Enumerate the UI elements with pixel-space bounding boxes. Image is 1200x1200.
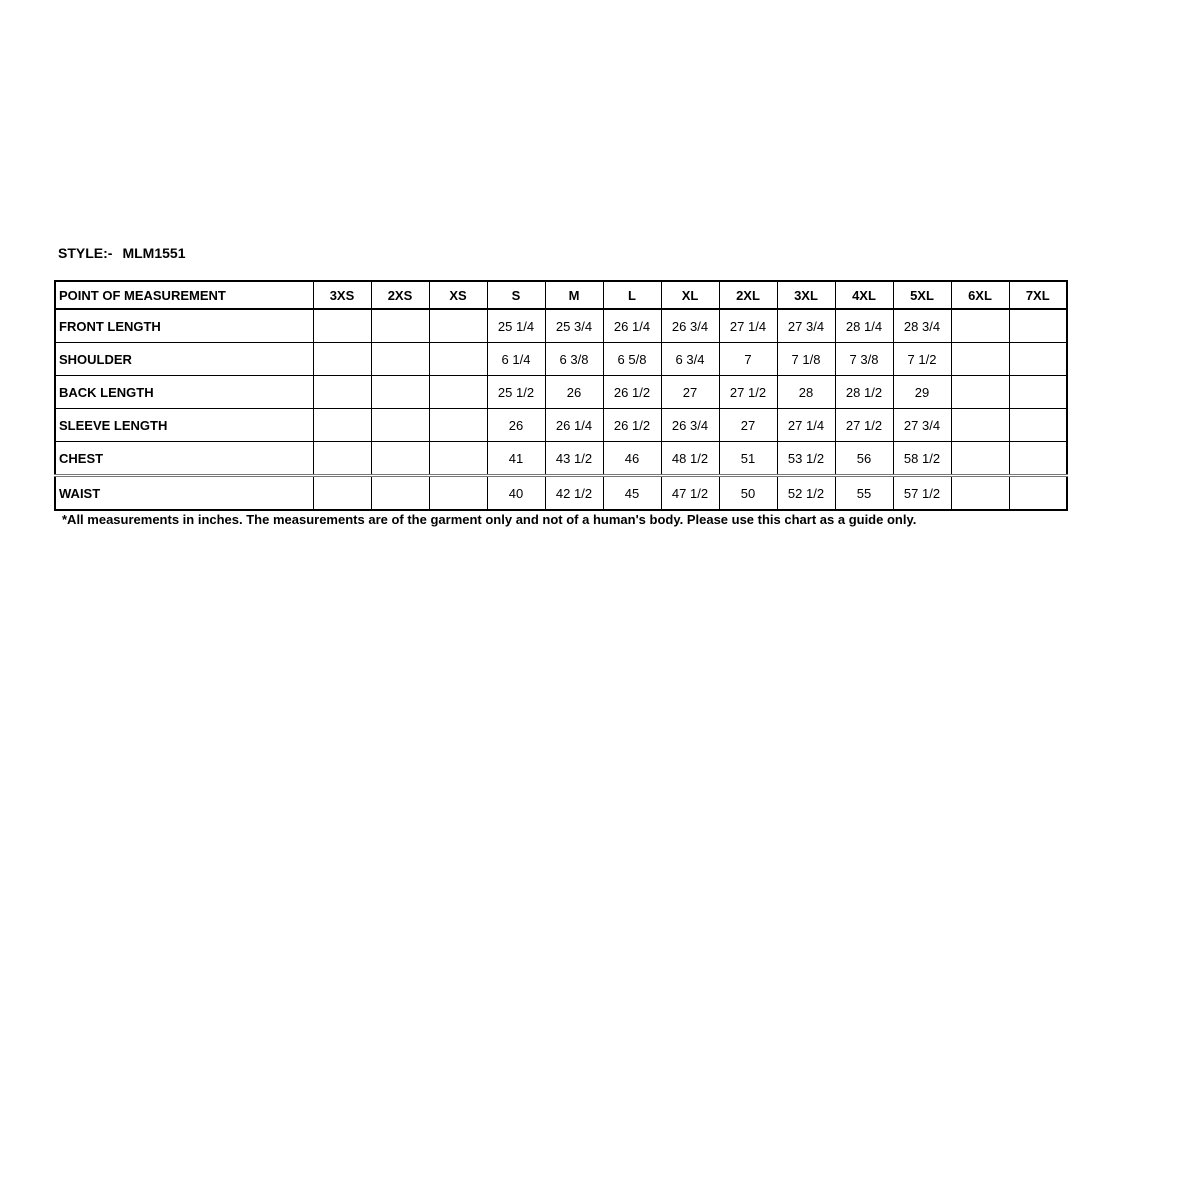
table-cell: 6 3/8 <box>545 343 603 376</box>
table-cell <box>371 376 429 409</box>
size-chart-table <box>54 280 1068 511</box>
table-cell: 26 1/2 <box>603 376 661 409</box>
table-cell: 26 <box>545 376 603 409</box>
size-header-4xl: 4XL <box>835 281 893 309</box>
size-header-xl: XL <box>661 281 719 309</box>
table-cell: 26 3/4 <box>661 409 719 442</box>
row-label: SHOULDER <box>55 343 313 376</box>
table-cell: 28 1/2 <box>835 376 893 409</box>
row-label: FRONT LENGTH <box>55 309 313 343</box>
table-cell: 56 <box>835 442 893 476</box>
header-row <box>55 281 1067 309</box>
table-cell: 26 1/4 <box>545 409 603 442</box>
table-cell: 7 1/8 <box>777 343 835 376</box>
table-cell <box>1009 442 1067 476</box>
table-cell <box>429 442 487 476</box>
table-cell: 6 5/8 <box>603 343 661 376</box>
table-cell <box>371 309 429 343</box>
table-row-front-length <box>55 309 1067 343</box>
table-row-back-length <box>55 376 1067 409</box>
table-row-chest <box>55 442 1067 476</box>
table-cell: 26 1/4 <box>603 309 661 343</box>
table-cell <box>313 376 371 409</box>
table-cell <box>1009 376 1067 409</box>
table-row-waist <box>55 476 1067 511</box>
table-cell: 42 1/2 <box>545 476 603 511</box>
table-cell <box>429 409 487 442</box>
table-cell: 6 1/4 <box>487 343 545 376</box>
table-cell: 26 1/2 <box>603 409 661 442</box>
size-header-3xl: 3XL <box>777 281 835 309</box>
table-cell: 28 <box>777 376 835 409</box>
table-cell: 27 1/2 <box>719 376 777 409</box>
size-header-l: L <box>603 281 661 309</box>
table-cell: 46 <box>603 442 661 476</box>
table-cell: 7 3/8 <box>835 343 893 376</box>
size-header-2xl: 2XL <box>719 281 777 309</box>
table-cell: 25 1/4 <box>487 309 545 343</box>
style-label: STYLE:- <box>58 245 113 261</box>
table-cell <box>371 343 429 376</box>
row-label: SLEEVE LENGTH <box>55 409 313 442</box>
table-cell <box>371 442 429 476</box>
table-cell <box>1009 309 1067 343</box>
table-cell <box>313 442 371 476</box>
table-cell: 27 1/2 <box>835 409 893 442</box>
table-cell: 27 <box>661 376 719 409</box>
row-label: WAIST <box>55 476 313 511</box>
table-cell <box>951 476 1009 511</box>
table-cell: 25 3/4 <box>545 309 603 343</box>
table-cell <box>371 476 429 511</box>
table-cell: 41 <box>487 442 545 476</box>
table-cell: 52 1/2 <box>777 476 835 511</box>
size-header-m: M <box>545 281 603 309</box>
table-cell: 7 1/2 <box>893 343 951 376</box>
table-cell: 6 3/4 <box>661 343 719 376</box>
table-cell <box>951 343 1009 376</box>
size-header-2xs: 2XS <box>371 281 429 309</box>
table-cell: 55 <box>835 476 893 511</box>
table-cell: 51 <box>719 442 777 476</box>
measurement-footnote: *All measurements in inches. The measurements are of the garment only and not of a human's body. Please use this chart as a guide only. <box>62 512 917 527</box>
table-cell: 26 <box>487 409 545 442</box>
table-cell <box>429 476 487 511</box>
table-cell <box>313 476 371 511</box>
size-header-3xs: 3XS <box>313 281 371 309</box>
table-cell: 57 1/2 <box>893 476 951 511</box>
table-cell <box>951 442 1009 476</box>
table-row-shoulder <box>55 343 1067 376</box>
table-cell: 53 1/2 <box>777 442 835 476</box>
table-cell: 47 1/2 <box>661 476 719 511</box>
table-cell: 50 <box>719 476 777 511</box>
table-cell <box>429 309 487 343</box>
table-cell <box>313 343 371 376</box>
table-cell <box>429 376 487 409</box>
table-cell <box>429 343 487 376</box>
table-cell: 26 3/4 <box>661 309 719 343</box>
table-cell <box>313 309 371 343</box>
table-cell <box>313 409 371 442</box>
table-cell: 48 1/2 <box>661 442 719 476</box>
style-code: MLM1551 <box>122 245 186 261</box>
size-header-6xl: 6XL <box>951 281 1009 309</box>
table-cell: 45 <box>603 476 661 511</box>
table-cell: 27 3/4 <box>777 309 835 343</box>
row-label: BACK LENGTH <box>55 376 313 409</box>
table-cell <box>951 376 1009 409</box>
table-cell <box>951 409 1009 442</box>
table-cell <box>371 409 429 442</box>
table-cell: 28 1/4 <box>835 309 893 343</box>
table-cell: 27 3/4 <box>893 409 951 442</box>
table-cell: 27 1/4 <box>719 309 777 343</box>
table-cell: 43 1/2 <box>545 442 603 476</box>
table-cell: 40 <box>487 476 545 511</box>
table-cell: 29 <box>893 376 951 409</box>
row-label: CHEST <box>55 442 313 476</box>
size-header-xs: XS <box>429 281 487 309</box>
table-cell: 27 1/4 <box>777 409 835 442</box>
table-row-sleeve-length <box>55 409 1067 442</box>
table-cell: 7 <box>719 343 777 376</box>
size-header-7xl: 7XL <box>1009 281 1067 309</box>
table-cell <box>951 309 1009 343</box>
size-header-s: S <box>487 281 545 309</box>
table-cell <box>1009 476 1067 511</box>
table-cell: 58 1/2 <box>893 442 951 476</box>
table-cell: 27 <box>719 409 777 442</box>
table-cell <box>1009 409 1067 442</box>
table-cell: 28 3/4 <box>893 309 951 343</box>
table-cell: 25 1/2 <box>487 376 545 409</box>
style-heading <box>58 245 185 261</box>
table-cell <box>1009 343 1067 376</box>
header-label: POINT OF MEASUREMENT <box>55 281 313 309</box>
size-header-5xl: 5XL <box>893 281 951 309</box>
